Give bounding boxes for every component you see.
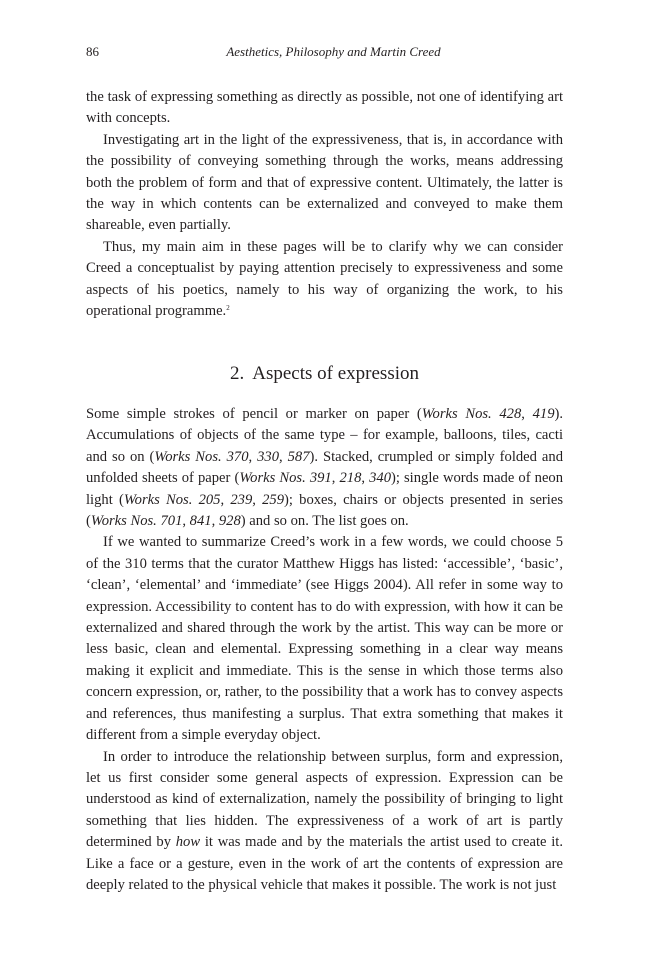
- paragraph: If we wanted to summarize Creed’s work in a few words, we could choose 5 of the 310 terms that the curator Matthew Higgs has listed: ‘accessible’, ‘basic’, ‘clean’, ‘elemental’ and ‘immediate’ (see Higgs 2004). All refer in some way to expression. Accessibility to content has to do with expression, with how it can be externalized and shared through the work by the artist. This way can be more or less basic, clean and elemental. Expressing something in a clear way means making it explicit and immediate. This is the sense in which those terms also concern expression, or, rather, to the possibility that a work has to convey aspects and references, thus manifesting a surplus. That extra something that makes it different from a simple everyday object.: [86, 534, 563, 744]
- emphasis: how: [175, 834, 201, 851]
- section-number: 2.: [230, 363, 245, 384]
- section-heading: [86, 362, 563, 386]
- paragraph-text: Thus, my main aim in these pages will be to clarify why we can consider Creed a conceptualist by paying attention precisely to expressiveness and some aspects of his poetics, namely to his way of organizing the work, to his operational programme.: [86, 238, 563, 320]
- work-reference: Works Nos. 701: [90, 513, 183, 530]
- work-reference: 239: [230, 491, 253, 508]
- work-reference: Works Nos. 391: [239, 470, 332, 487]
- paragraph: Investigating art in the light of the expressiveness, that is, in accordance with the possibility of conveying something through the works, means addressing both the problem of form and that of expressive content. Ultimately, the latter is the way in which contents can be externalized and conveyed to make them shareable, even partially.: [86, 131, 563, 234]
- work-reference: 259: [262, 491, 285, 508]
- work-reference: 340: [369, 470, 391, 487]
- body-text-top: [86, 87, 563, 322]
- work-reference: Works Nos. 428: [421, 406, 522, 422]
- body-text-section: [86, 404, 563, 896]
- paragraph: In order to introduce the relationship between surplus, form and expression, let us first consider some general aspects of expression. Expression can be understood as kind of externalization, namely the possibility of bringing to light something that lies hidden. The expressiveness of a work of art is partly determined by how it was made and by the materials the artist used to create it. Like a face or a gesture, even in the work of art the contents of expression are deeply related to the physical vehicle that makes it possible. The work is not just: [86, 748, 563, 893]
- work-reference: 330: [257, 448, 280, 465]
- running-title: Aesthetics, Philosophy and Martin Creed: [226, 44, 441, 59]
- paragraph-continued: the task of expressing something as directly as possible, not one of identifying art with concepts.: [86, 89, 563, 127]
- work-reference: 928: [218, 513, 241, 530]
- paragraph-works-list: Some simple strokes of pencil or marker on paper (Works Nos. 428, 419). Accumulations of objects of the same type – for example, balloons, tiles, cacti and so on (Works Nos. 370, 330, 587). Stacked, crumpled or simply folded and unfolded sheets of paper (Works Nos. 391, 218, 340); single words made of neon light (Works Nos. 205, 239, 259); boxes, chairs or objects presented in series (Works Nos. 701, 841, 928) and so on. The list goes on.: [86, 406, 564, 530]
- work-reference: 841: [189, 513, 212, 530]
- paragraph: [86, 237, 563, 323]
- work-reference: 419: [532, 406, 555, 422]
- footnote-marker[interactable]: 2: [226, 304, 230, 313]
- work-reference: 218: [339, 470, 362, 487]
- page-number: 86: [86, 44, 99, 59]
- work-reference: Works Nos. 370: [154, 448, 249, 465]
- section-title: Aspects of expression: [252, 363, 419, 384]
- work-reference: Works Nos. 205: [123, 491, 221, 508]
- running-head: [86, 44, 563, 64]
- work-reference: 587: [287, 448, 310, 465]
